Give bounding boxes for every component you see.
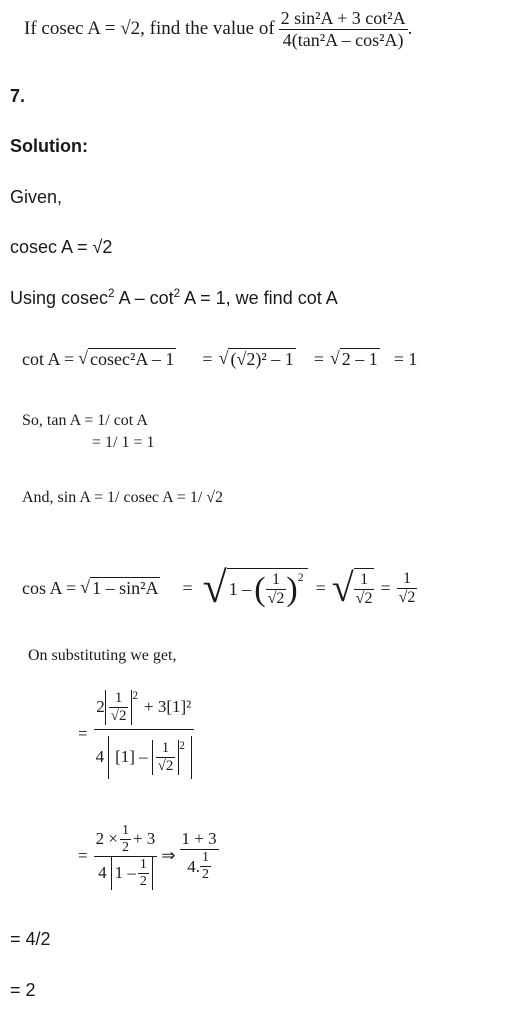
- sub2-result-num: 1 + 3: [181, 829, 217, 848]
- question-fraction-numerator: 2 sin²A + 3 cot²A: [280, 7, 406, 28]
- cos-inner-one: 1 –: [228, 579, 252, 599]
- cos-radicand-1: 1 – sin²A: [92, 578, 159, 598]
- cos-radical-3: [331, 565, 375, 610]
- sub1-exp: 2: [132, 689, 139, 702]
- cot-radicand-2: (√2)² – 1: [230, 349, 294, 369]
- sub2-result-den: [180, 849, 219, 883]
- question-prefix: If cosec A = √2, find the value of: [24, 18, 275, 39]
- cos-eq: =: [182, 577, 193, 598]
- sqrt-icon: √: [78, 348, 89, 368]
- cot-radical-3: [330, 348, 380, 370]
- question-number: 7.: [10, 86, 26, 106]
- sub2-numerator: [94, 823, 158, 856]
- cos-frac-2: [354, 568, 375, 608]
- substitution-2: [78, 816, 219, 896]
- right-paren-icon: ): [286, 570, 298, 608]
- sub2-result-fraction: [180, 829, 219, 883]
- sub2-fraction: [94, 823, 158, 890]
- cot-eq2: =: [202, 348, 213, 369]
- sub2-half-den: 2: [121, 839, 129, 855]
- sub2-result-half-num: 1: [201, 850, 209, 865]
- cot-radical-2: [219, 348, 296, 370]
- cos-frac-2-num: 1: [360, 571, 369, 588]
- question-suffix: .: [407, 18, 413, 39]
- sub2-half: [120, 823, 131, 856]
- cos-inner-den: √2: [267, 590, 285, 607]
- sub1-den-inner: [1] –: [115, 747, 148, 766]
- cot-radical-1: [78, 348, 176, 370]
- cos-equation: [22, 556, 417, 620]
- cos-frac-3: [397, 570, 418, 607]
- substituting-text: On substituting we get,: [28, 647, 177, 664]
- sub1-denominator: [94, 729, 194, 779]
- cos-frac-3-den: √2: [398, 588, 416, 606]
- using-exp2: 2: [173, 287, 181, 300]
- sub1-eq: =: [78, 724, 88, 743]
- large-sqrt-icon: √: [202, 563, 227, 612]
- cos-inner-fraction: [266, 571, 287, 608]
- cos-radicand-2: [227, 568, 308, 609]
- substitution-1: [78, 672, 194, 796]
- sqrt-icon: √: [218, 348, 229, 368]
- tan-line-2: = 1/ 1 = 1: [92, 434, 155, 451]
- sqrt-icon: √: [329, 348, 340, 368]
- sub1-numerator: [94, 690, 194, 729]
- using-part3: A = 1, we find cot A: [180, 288, 338, 308]
- cot-lhs: cot A =: [22, 348, 75, 369]
- sub1-den-exp: 2: [179, 739, 185, 752]
- cos-inner-exp: 2: [297, 570, 304, 584]
- sin-line: And, sin A = 1/ cosec A = 1/ √2: [22, 489, 224, 506]
- sub2-result-half: [200, 850, 211, 883]
- sub1-den-coef: 4: [95, 747, 105, 766]
- sub1-den-frac-num: 1: [161, 739, 170, 756]
- cos-frac-3-num: 1: [403, 569, 411, 587]
- question-line: [24, 2, 412, 56]
- cos-radical-1: [80, 577, 160, 599]
- cos-frac-2-den: √2: [355, 590, 373, 607]
- sub1-den-inner-bracket: [152, 740, 180, 775]
- cot-radicand-3: 2 – 1: [341, 349, 378, 369]
- question-fraction: [279, 8, 408, 51]
- cos-eq2: =: [315, 577, 326, 598]
- given-label: Given,: [10, 187, 63, 207]
- sub2-denominator: [94, 856, 158, 890]
- tan-line-1: So, tan A = 1/ cot A: [22, 412, 148, 429]
- result-line-1: = 4/2: [10, 929, 51, 949]
- sub1-fraction: [94, 690, 194, 779]
- sub2-num-b: + 3: [132, 829, 156, 848]
- sub2-den-b: 1 –: [114, 863, 136, 882]
- left-paren-icon: (: [254, 570, 266, 608]
- sub1-inner-frac: [109, 690, 129, 725]
- sub2-den-half: [138, 857, 149, 890]
- cos-lhs: cos A =: [22, 577, 77, 598]
- sub2-den-bracket: [111, 857, 153, 890]
- sub2-half-num: 1: [121, 822, 129, 838]
- sub2-num-a: 2 ×: [95, 829, 118, 848]
- cos-eq3: =: [380, 577, 391, 598]
- question-fraction-denominator: 4(tan²A – cos²A): [279, 29, 408, 51]
- sub2-result-den-a: 4.: [187, 856, 200, 876]
- sub1-plus-term: + 3[1]²: [144, 697, 192, 716]
- cot-eq3: =: [313, 348, 324, 369]
- sub1-inner-num: 1: [114, 689, 123, 706]
- sub2-den-half-num: 1: [139, 856, 147, 872]
- using-identity-line: [10, 287, 338, 309]
- using-part1: Using cosec: [10, 288, 109, 308]
- sub1-inner-den: √2: [110, 707, 127, 724]
- given-value: cosec A = √2: [10, 237, 113, 257]
- sub2-eq: =: [78, 846, 88, 865]
- implies-arrow-icon: ⇒: [161, 846, 176, 865]
- sub1-den-frac: [156, 740, 176, 775]
- cot-eq4: = 1: [393, 348, 418, 369]
- sub1-bracket: [105, 690, 133, 725]
- using-part2: A – cot: [114, 288, 174, 308]
- sub2-den-a: 4: [98, 863, 107, 882]
- sub1-den-bracket: [108, 736, 192, 779]
- cot-equation: [22, 348, 417, 370]
- solution-heading: Solution:: [10, 136, 88, 156]
- large-sqrt-icon: √: [331, 565, 354, 610]
- result-line-2: = 2: [10, 980, 36, 1000]
- sub2-result-half-den: 2: [201, 867, 209, 882]
- cos-inner-num: 1: [272, 571, 280, 588]
- cos-radical-2: [202, 563, 308, 612]
- sub2-den-half-den: 2: [139, 873, 147, 889]
- cot-radicand-1: cosec²A – 1: [90, 349, 175, 369]
- using-exp1: 2: [108, 287, 115, 300]
- sub1-den-frac-den: √2: [157, 757, 174, 774]
- sqrt-icon: √: [80, 577, 91, 597]
- sub1-coef: 2: [96, 697, 105, 716]
